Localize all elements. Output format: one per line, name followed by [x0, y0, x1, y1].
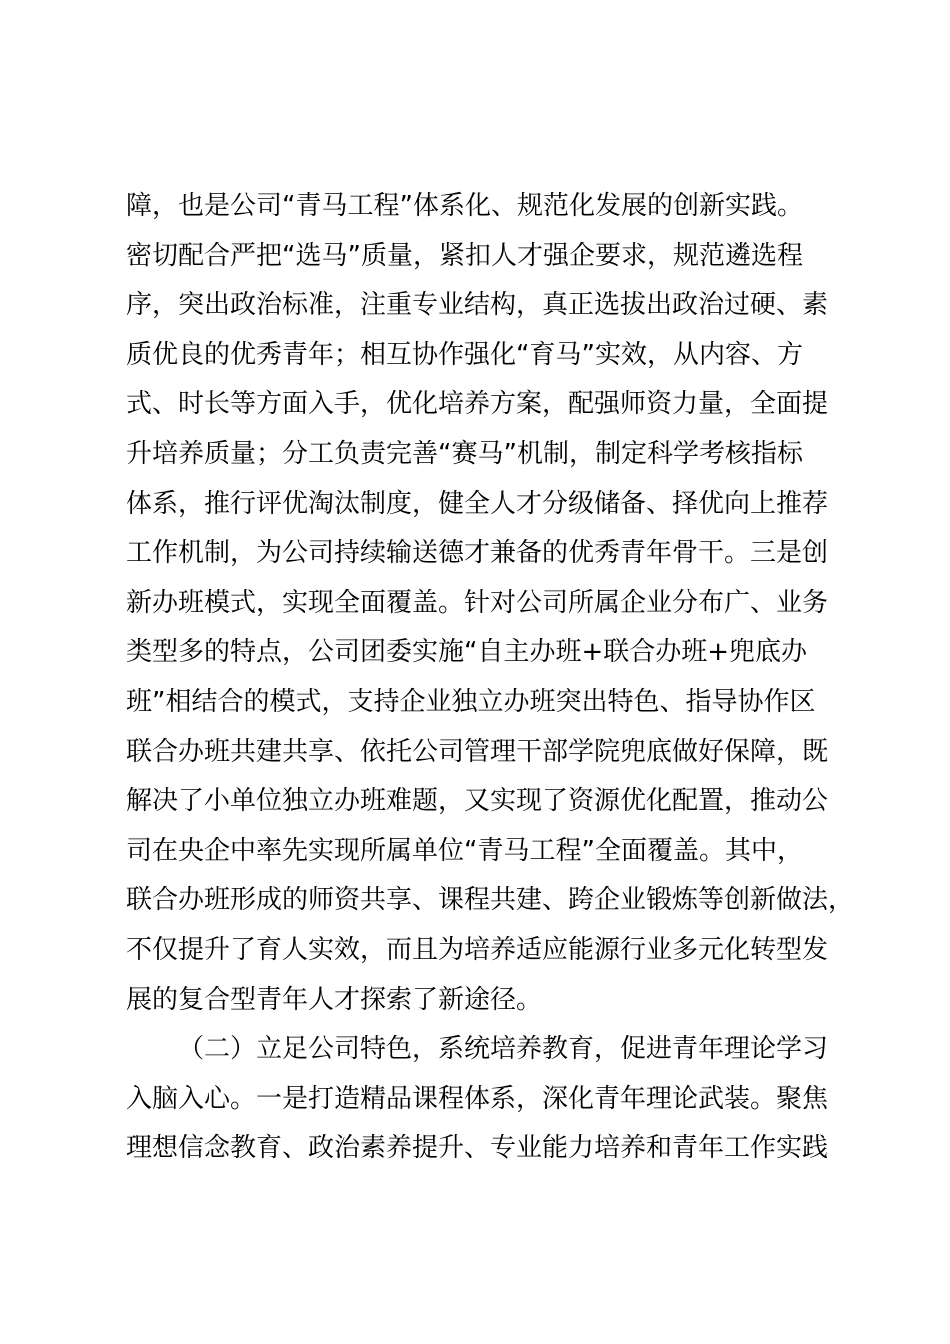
text-line: 新办班模式，实现全面覆盖。针对公司所属企业分布广、业务: [126, 587, 829, 618]
text-line: 密切配合严把“选马”质量，紧扣人才强企要求，规范遴选程: [126, 240, 803, 271]
text-line: 联合办班共建共享、依托公司管理干部学院兜底做好保障，既: [126, 736, 829, 767]
text-line: 司在央企中率先实现所属单位“青马工程”全面覆盖。其中，: [126, 835, 803, 866]
text-line: 类型多的特点，公司团委实施“自主办班+联合办班+兜底办: [126, 637, 808, 668]
text-line: 理想信念教育、政治素养提升、专业能力培养和青年工作实践: [126, 1133, 829, 1164]
text-line: 解决了小单位独立办班难题，又实现了资源优化配置，推动公: [126, 786, 829, 817]
body-text: [126, 182, 855, 1174]
text-line: 联合办班形成的师资共享、课程共建、跨企业锻炼等创新做法，: [126, 885, 855, 916]
text-line: 不仅提升了育人实效，而且为培养适应能源行业多元化转型发: [126, 934, 829, 965]
text-line: 工作机制，为公司持续输送德才兼备的优秀青年骨干。三是创: [126, 538, 829, 569]
text-line: 升培养质量；分工负责完善“赛马”机制，制定科学考核指标: [126, 438, 803, 469]
text-line: 班”相结合的模式，支持企业独立办班突出特色、指导协作区: [126, 686, 816, 717]
section-heading-line: （二）立足公司特色，系统培养教育，促进青年理论学习: [178, 1034, 829, 1065]
text-line: 质优良的优秀青年；相互协作强化“育马”实效，从内容、方: [126, 339, 803, 370]
text-line: 体系，推行评优淘汰制度，健全人才分级储备、择优向上推荐: [126, 488, 829, 519]
text-line: 展的复合型青年人才探索了新途径。: [126, 984, 543, 1015]
text-line: 式、时长等方面入手，优化培养方案，配强师资力量，全面提: [126, 389, 829, 420]
text-line: 入脑入心。一是打造精品课程体系，深化青年理论武装。聚焦: [126, 1083, 829, 1114]
text-line: 障，也是公司“青马工程”体系化、规范化发展的创新实践。: [126, 191, 803, 221]
text-line: 序，突出政治标准，注重专业结构，真正选拔出政治过硬、素: [126, 290, 829, 321]
